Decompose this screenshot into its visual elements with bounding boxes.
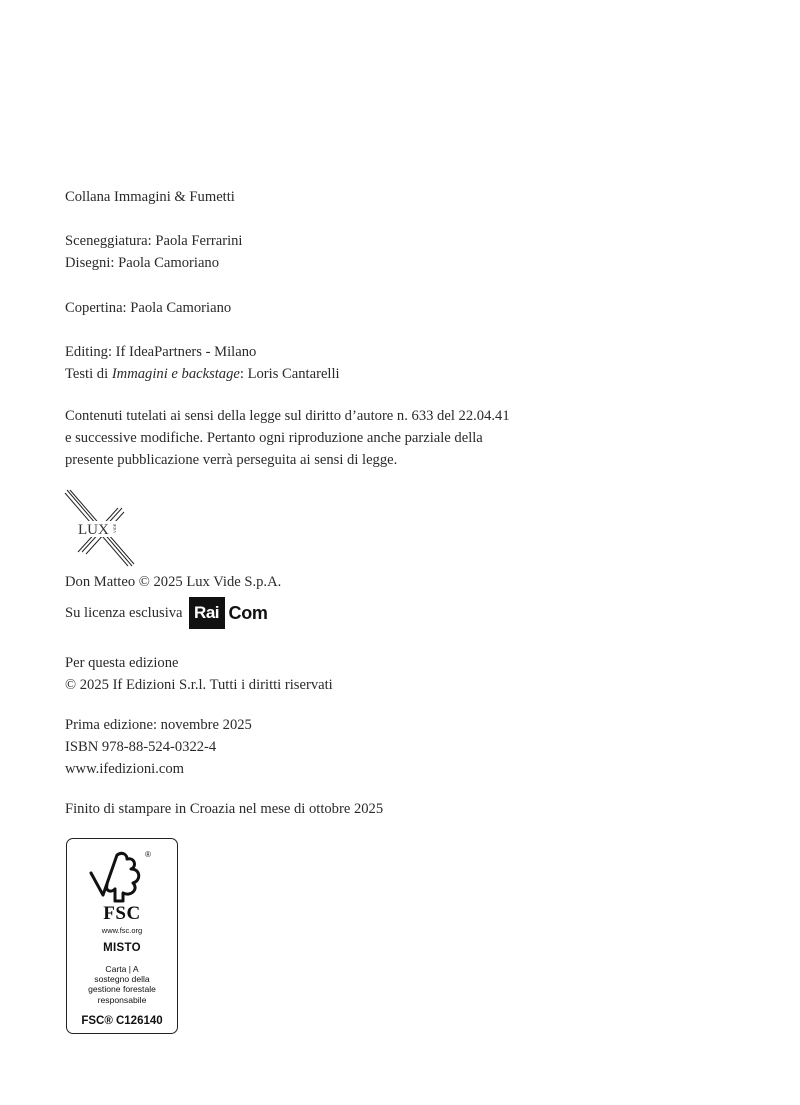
texts-credit-prefix: Testi di [65,366,112,382]
publication-block [65,714,252,780]
texts-credit-suffix: : Loris Cantarelli [239,366,340,382]
exclusive-license-row [65,597,268,629]
copyright-notice-block [65,405,510,471]
rai-logo-mark: Rai [189,597,225,629]
copyright-notice-line-2: e successive modifiche. Pertanto ogni riproduzione anche parziale della [65,430,483,446]
licensing-block [65,571,281,593]
fsc-wordmark: FSC [103,903,141,924]
editing-block [65,341,340,385]
editing-credit: Editing: If IdeaPartners - Milano [65,344,257,360]
fsc-misto: MISTO [103,942,141,954]
copyright-notice-line-3: presente pubblicazione verrà perseguita ai sensi di legge. [65,452,398,468]
fsc-url: www.fsc.org [101,926,143,935]
com-logo-text: Com [228,602,268,623]
cover-credit: Copertina: Paola Camoriano [65,300,232,316]
collana-line: Collana Immagini & Fumetti [65,189,235,205]
printing-block [65,798,383,820]
fsc-tree-checkmark-icon [87,845,157,907]
texts-credit [65,363,340,385]
fsc-label [66,838,178,1034]
first-edition: Prima edizione: novembre 2025 [65,717,252,733]
edition-block [65,652,333,696]
authors-block [65,230,243,274]
lux-text: LUX [78,522,109,538]
fsc-license-code: FSC® C126140 [81,1015,163,1027]
fsc-description: Carta | A sostegno della gestione forestale responsabile [88,964,156,1005]
exclusive-license-label: Su licenza esclusiva [65,604,183,621]
fsc-registered-mark: ® [145,850,151,859]
cover-block [65,297,231,319]
copyright-notice-line-1: Contenuti tutelati ai sensi della legge sul diritto d’autore n. 633 del 22.04.41 [65,408,510,424]
website: www.ifedizioni.com [65,761,185,777]
edition-label: Per questa edizione [65,655,179,671]
don-matteo-copyright: Don Matteo © 2025 Lux Vide S.p.A. [65,574,282,590]
vide-text: VIDE [112,523,117,533]
screenplay-credit: Sceneggiatura: Paola Ferrarini [65,233,243,249]
texts-credit-title: Immagini e backstage [111,366,240,382]
raicom-logo-icon [189,597,268,629]
series-block [65,186,235,208]
lux-vide-logo-icon [64,488,136,568]
printing-info: Finito di stampare in Croazia nel mese di ottobre 2025 [65,801,384,817]
isbn: ISBN 978-88-524-0322-4 [65,739,217,755]
drawings-credit: Disegni: Paola Camoriano [65,255,220,271]
edition-rights: © 2025 If Edizioni S.r.l. Tutti i diritti riservati [65,677,333,693]
